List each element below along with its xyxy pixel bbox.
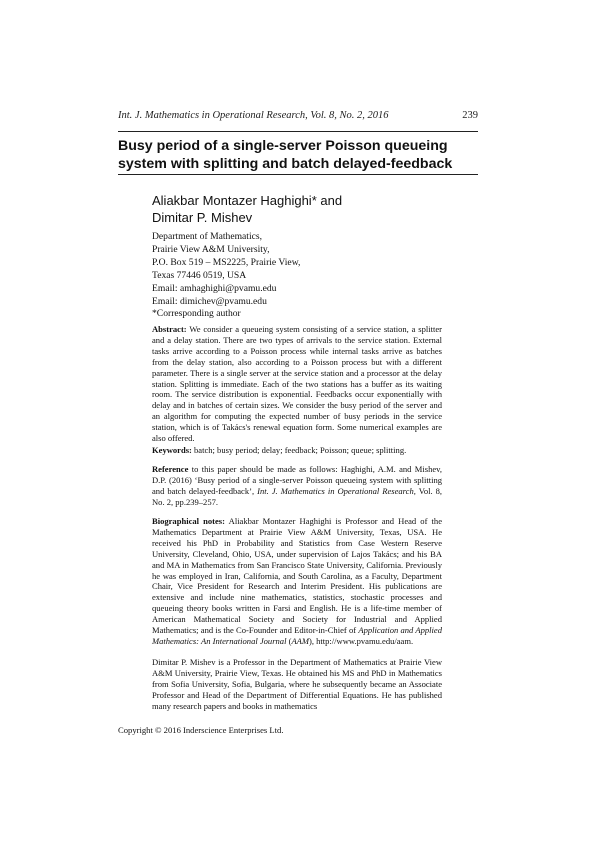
corresponding-author-note: *Corresponding author — [152, 308, 241, 320]
reference-label: Reference — [152, 464, 189, 474]
bio1-journal: Application and Applied Mathematics: An International Journal — [152, 625, 443, 646]
keywords-label: Keywords: — [152, 445, 192, 455]
affiliation-department: Department of Mathematics, — [152, 231, 263, 242]
affiliation-state: Texas 77446 0519, USA — [152, 269, 247, 281]
reference-details: , Vol. 8, No. 2, pp.239–257. — [152, 485, 443, 507]
citation-reference — [152, 464, 442, 508]
reference-text: to this paper should be made as follows: Haghighi, A.M. and Mishev, D.P. (2016) ‘Busy period of a single-server Poisson queueing system with splitting and batch delayed-feedback’, — [152, 464, 442, 496]
author-line-2: Dimitar P. Mishev — [152, 210, 253, 225]
bio2-text: Dimitar P. Mishev is a Professor in the Department of Mathematics at Prairie View A&M University, Prairie View, Texas. He obtained his MS and PhD in Mathematics from Sofia University, Sofia, Bulgaria, where he subsequently became an Associate Professor and Head of the Department of Differential Equations. He has published many research papers and books in mathematics — [152, 657, 442, 711]
reference-journal: Int. J. Mathematics in Operational Research — [257, 485, 414, 496]
bio1-text: Aliakbar Montazer Haghighi is Professor and Head of the Mathematics Department at Prairie View A&M University, Texas, USA. He received his PhD in Probability and Statistics from Case Western Reserve University, Cleveland, Ohio, USA, under supervision of Lajos Takács; and his BA and MA in Mathematics from San Francisco State University, California. Previously he was employed in Iran, California, and South Carolina, as a Faculty, Department Chair, Vice President for Research and Interim President. His publications are extensive and include nine mathematics, statistics, stochastic processes and queueing theory books written in Farsi and English. He is a life-time member of American Mathematical Society and Society for Industrial and Applied Mathematics; and is the Co-Founder and Editor-in-Chief of — [152, 516, 442, 636]
header-rule — [118, 131, 478, 132]
biographical-notes — [152, 516, 442, 647]
title-rule — [118, 174, 478, 175]
paper-title — [118, 137, 478, 173]
affiliation-address: P.O. Box 519 – MS2225, Prairie View, — [152, 256, 301, 268]
bio1-abbr: AAM — [291, 635, 309, 646]
title-line-1: Busy period of a single-server Poisson queueing — [118, 138, 448, 154]
affiliation — [152, 231, 452, 321]
abstract-text: We consider a queueing system consisting of a service station, a splitter and a delay station. There are two types of arrivals to the service station. External tasks arrive according to a Poisson process while internal tasks arrive as batches from the delay station, also according to a Poisson process but with a different parameter. There is a single server at the service station and a processor at the delay station. Splitting is immediate. Each of the two stations has a buffer as its waiting room. The service distribution is exponential. Feedbacks occur exponentially with delay and in batches of certain sizes. We consider the busy period of the server and an algorithm for computing the expected number of busy periods in the service station, which is of Takács's renewal equation form. Some numerical examples are also offered. — [152, 324, 442, 444]
abstract-label: Abstract: — [152, 324, 187, 334]
authors — [152, 192, 452, 226]
bio-label: Biographical notes: — [152, 516, 225, 526]
email-1[interactable]: Email: amhaghighi@pvamu.edu — [152, 282, 277, 294]
abstract — [152, 324, 442, 444]
author-line-1: Aliakbar Montazer Haghighi* and — [152, 193, 343, 208]
journal-reference: Int. J. Mathematics in Operational Research, Vol. 8, No. 2, 2016 — [118, 110, 389, 121]
page-number: 239 — [462, 110, 478, 121]
running-header — [118, 110, 478, 121]
affiliation-university: Prairie View A&M University, — [152, 243, 270, 255]
copyright-footer: Copyright © 2016 Inderscience Enterprises Ltd. — [118, 725, 284, 735]
email-2[interactable]: Email: dimichev@pvamu.edu — [152, 295, 267, 307]
title-line-2: system with splitting and batch delayed-feedback — [118, 156, 453, 172]
keywords — [152, 445, 442, 456]
keywords-text: batch; busy period; delay; feedback; Poisson; queue; splitting. — [194, 445, 407, 455]
bio1-paren: ( — [286, 635, 292, 646]
bio1-url[interactable]: ), http://www.pvamu.edu/aam. — [309, 635, 414, 646]
biography-mishev — [152, 657, 442, 712]
